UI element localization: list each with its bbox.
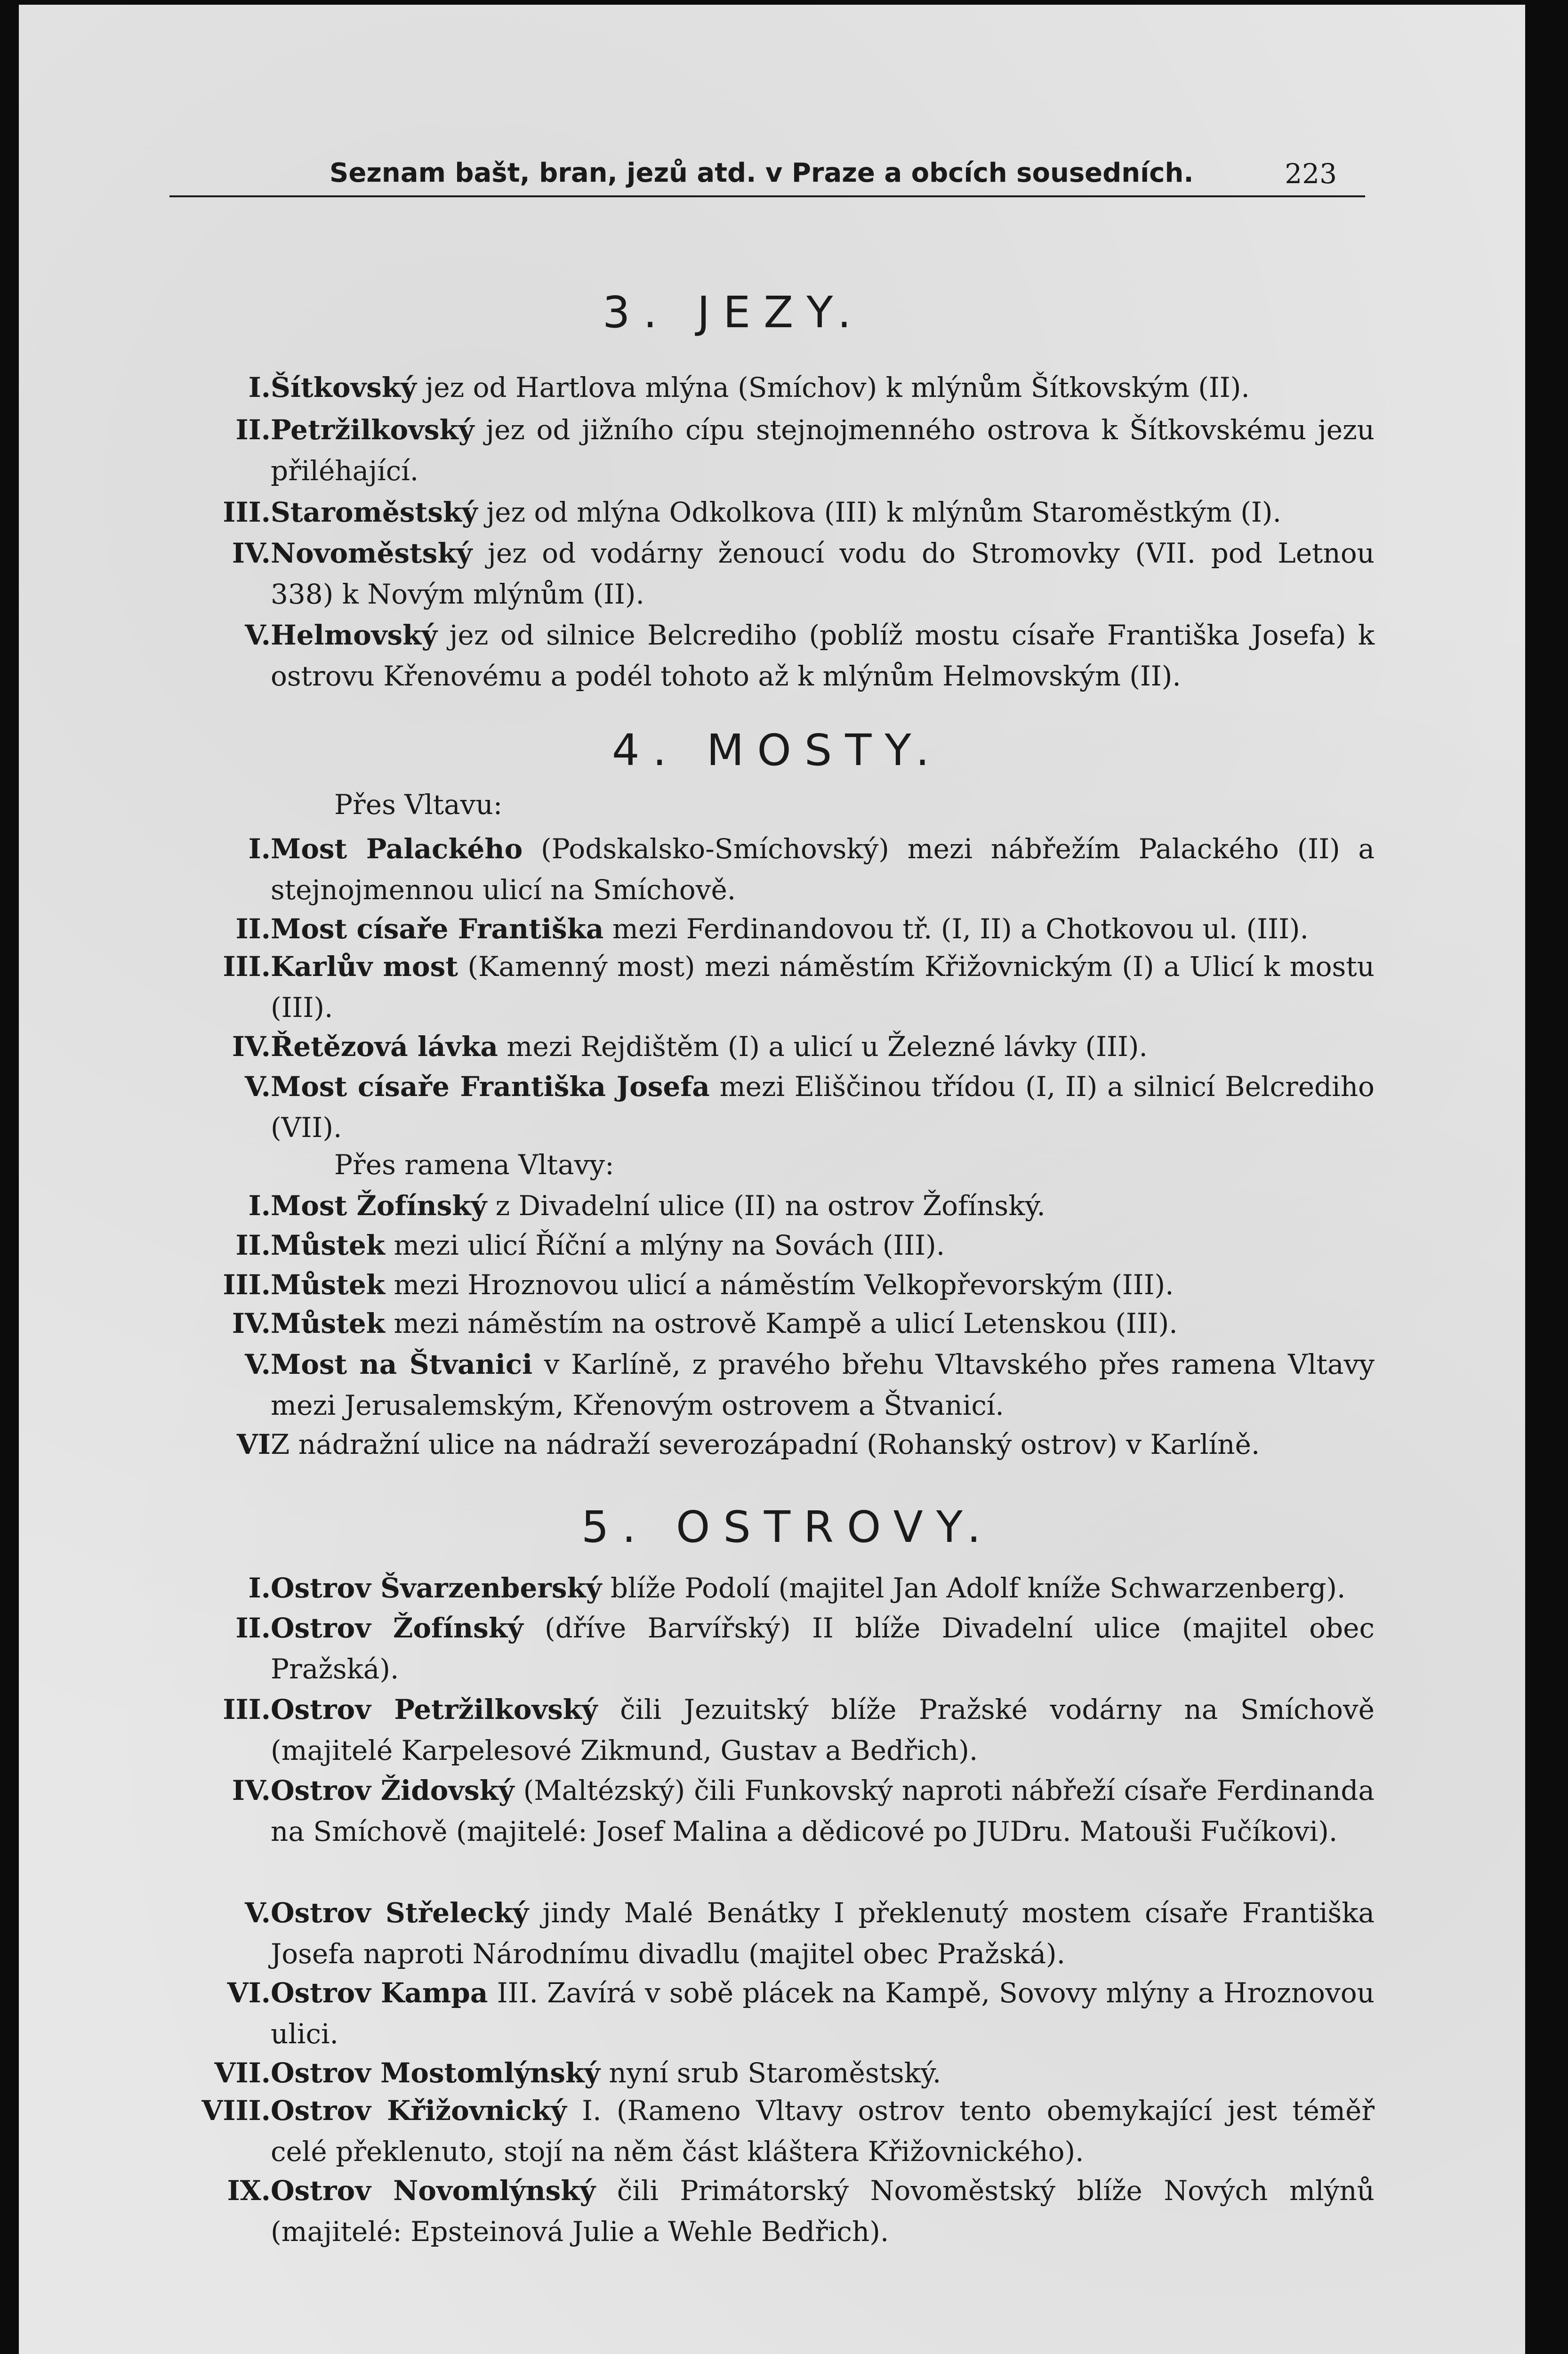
item-number: V. [244,619,271,651]
list-item [160,533,1375,615]
item-description: z Divadelní ulice (II) na ostrov Žofínský. [487,1190,1045,1222]
list-item [160,1225,1375,1267]
item-number: IV. [232,1307,271,1339]
item-number: III. [223,951,271,983]
item-number: III. [223,1269,271,1301]
list-item [160,1689,1375,1771]
item-name: Ostrov Petržilkovský [271,1693,598,1725]
item-name: Můstek [271,1269,385,1301]
item-text [271,2170,1375,2252]
list-item [160,1265,1375,1307]
list-item [160,1973,1375,2055]
item-name: Helmovský [271,619,438,651]
list-item [160,1066,1375,1148]
item-description: čili Jezuitský blíže Pražské vodárny na Smíchově (majitelé Karpelesové Zikmund, Gustav a Bedřich). [271,1693,1375,1766]
page-number: 223 [1285,158,1337,190]
item-number: II. [235,913,271,945]
running-header [169,153,1365,197]
item-name: Ostrov Křižovnický [271,2095,567,2127]
item-name: Ostrov Střelecký [271,1897,529,1929]
item-text [271,829,1375,911]
item-number: V. [244,1071,271,1103]
item-text [271,1026,1375,1067]
item-number: IV. [232,1774,271,1806]
item-text [271,1185,1375,1226]
item-text [271,1973,1375,2055]
item-description: mezi Rejdištěm (I) a ulicí u Železné lávky (III). [498,1031,1148,1063]
item-name: Můstek [271,1229,385,1261]
item-name: Most Palackého [271,833,523,865]
item-name: Ostrov Novomlýnský [271,2175,596,2207]
list-item [160,1185,1375,1228]
item-number: I. [248,833,271,865]
item-description: jez od Hartlova mlýna (Smíchov) k mlýnům Šítkovským (II). [416,371,1250,403]
item-name: Novoměstský [271,537,473,569]
list-item [160,909,1375,951]
list-item [160,1608,1375,1690]
item-text [271,1893,1375,1975]
item-name: Ostrov Žofínský [271,1612,523,1644]
item-text [271,2090,1375,2172]
item-description: blíže Podolí (majitel Jan Adolf kníže Schwarzenberg). [602,1572,1346,1604]
item-name: Most císaře Františka [271,913,604,945]
item-text [271,533,1375,615]
item-number: II. [235,414,271,446]
item-text [271,2053,1375,2094]
list-item [160,2170,1375,2252]
item-number: VI. [227,1977,271,2009]
item-description: mezi Eliščinou třídou (I, II) a silnicí Belcrediho (VII). [271,1071,1375,1144]
item-number: III. [223,496,271,528]
item-text [271,1568,1375,1609]
list-item [160,1424,1375,1467]
item-number: VIII. [201,2095,271,2127]
list-item [160,1568,1375,1610]
scanned-page [19,5,1525,2354]
section-title-jezy: 3. JEZY. [603,287,865,338]
header-title: Seznam bašt, bran, jezů atd. v Praze a obcích sousedních. [330,158,1194,188]
item-number: II. [235,1612,271,1644]
item-number: II. [235,1229,271,1261]
list-item [160,1303,1375,1346]
item-text [271,492,1375,533]
item-description: jez od mlýna Odkolkova (III) k mlýnům Staroměstkým (I). [477,496,1281,528]
item-description: mezi Ferdinandovou tř. (I, II) a Chotkovou ul. (III). [603,913,1309,945]
item-description: mezi ulicí Říční a mlýny na Sovách (III). [385,1229,945,1261]
list-item [160,367,1375,410]
item-text [271,1303,1375,1344]
list-item [160,1344,1375,1426]
item-text [271,1265,1375,1306]
section-title-ostrovy: 5. OSTROVY. [581,1502,994,1552]
item-name: Ostrov Mostomlýnský [271,2057,600,2089]
item-text [271,1689,1375,1771]
item-text [271,1344,1375,1426]
item-number: VII. [214,2057,271,2089]
item-number: IV. [232,1031,271,1063]
item-number: III. [223,1693,271,1725]
item-number: IX. [227,2175,271,2207]
item-description: jez od jižního cípu stejnojmenného ostrova k Šítkovskému jezu přiléhající. [271,414,1375,487]
item-name: Most na Štvanici [271,1348,533,1380]
item-text [271,1424,1375,1465]
item-number: I. [248,371,271,403]
item-name: Most Žofínský [271,1190,487,1222]
item-text [271,909,1375,950]
item-number: I. [248,1572,271,1604]
item-description: (Kamenný most) mezi náměstím Křižovnickým (I) a Ulicí k mostu (III). [271,951,1375,1024]
item-name: Šítkovský [271,371,417,403]
item-description: (Podskalsko-Smíchovský) mezi nábřežím Palackého (II) a stejnojmennou ulicí na Smíchově. [271,833,1375,906]
item-description: III. Zavírá v sobě plácek na Kampě, Sovovy mlýny a Hroznovou ulici. [271,1977,1375,2050]
item-name: Ostrov Židovský [271,1774,515,1806]
item-name: Ostrov Švarzenberský [271,1572,602,1604]
list-item [160,410,1375,492]
item-description: jez od vodárny ženoucí vodu do Stromovky (VII. pod Letnou 338) k Novým mlýnům (II). [271,537,1375,610]
item-name: Karlův most [271,951,458,983]
item-description: jez od silnice Belcrediho (poblíž mostu císaře Františka Josefa) k ostrovu Křenovému a podél tohoto až k mlýnům Helmovským (II). [271,619,1375,692]
item-description: (Maltézský) čili Funkovský naproti nábřeží císaře Ferdinanda na Smíchově (majitelé: Josef Malina a dědicové po JUDru. Matouši Fučíkovi). [271,1774,1375,1847]
item-number: V. [244,1348,271,1380]
item-text [271,1608,1375,1690]
item-text [271,946,1375,1028]
list-item [160,829,1375,911]
list-item [160,1026,1375,1069]
item-number: VI [236,1428,271,1460]
item-number: I. [248,1190,271,1222]
section-title-mosty: 4. MOSTY. [612,725,943,775]
item-number: V. [244,1897,271,1929]
item-name: Petržilkovský [271,414,474,446]
item-text [271,1066,1375,1148]
list-item [160,2090,1375,2172]
list-item [160,2053,1375,2095]
item-description: mezi Hroznovou ulicí a náměstím Velkopřevorským (III). [385,1269,1174,1301]
item-name: Most císaře Františka Josefa [271,1071,710,1103]
subheading-pres-ramena: Přes ramena Vltavy: [334,1149,614,1181]
item-description: v Karlíně, z pravého břehu Vltavského přes ramena Vltavy mezi Jerusalemským, Křenovým ostrovem a Štvanicí. [271,1348,1375,1421]
subheading-pres-vltavu: Přes Vltavu: [334,789,503,821]
item-name: Staroměstský [271,496,478,528]
item-text [271,615,1375,697]
item-description: jindy Malé Benátky I překlenutý mostem císaře Františka Josefa naproti Národnímu divadlu (majitel obec Pražská). [271,1897,1375,1970]
list-item [160,1770,1375,1893]
item-description: Z nádražní ulice na nádraží severozápadní (Rohanský ostrov) v Karlíně. [271,1428,1260,1460]
item-name: Můstek [271,1307,385,1339]
item-description: (dříve Barvířský) II blíže Divadelní ulice (majitel obec Pražská). [271,1612,1375,1685]
item-text [271,1770,1375,1852]
list-item [160,615,1375,697]
list-item [160,1893,1375,1975]
item-number: IV. [232,537,271,569]
item-text [271,410,1375,492]
item-text [271,1225,1375,1266]
item-description: I. (Rameno Vltavy ostrov tento obemykající jest téměř celé překlenuto, stojí na něm část kláštera Křižovnického). [271,2095,1375,2168]
list-item [160,492,1375,534]
item-description: čili Primátorský Novoměstský blíže Nových mlýnů (majitelé: Epsteinová Julie a Wehle Bedřich). [271,2175,1375,2248]
list-item [160,946,1375,1028]
item-text [271,367,1375,408]
item-description: nyní srub Staroměstský. [600,2057,941,2089]
item-description: mezi náměstím na ostrově Kampě a ulicí Letenskou (III). [385,1307,1178,1339]
item-name: Řetězová lávka [271,1031,498,1063]
item-name: Ostrov Kampa [271,1977,488,2009]
